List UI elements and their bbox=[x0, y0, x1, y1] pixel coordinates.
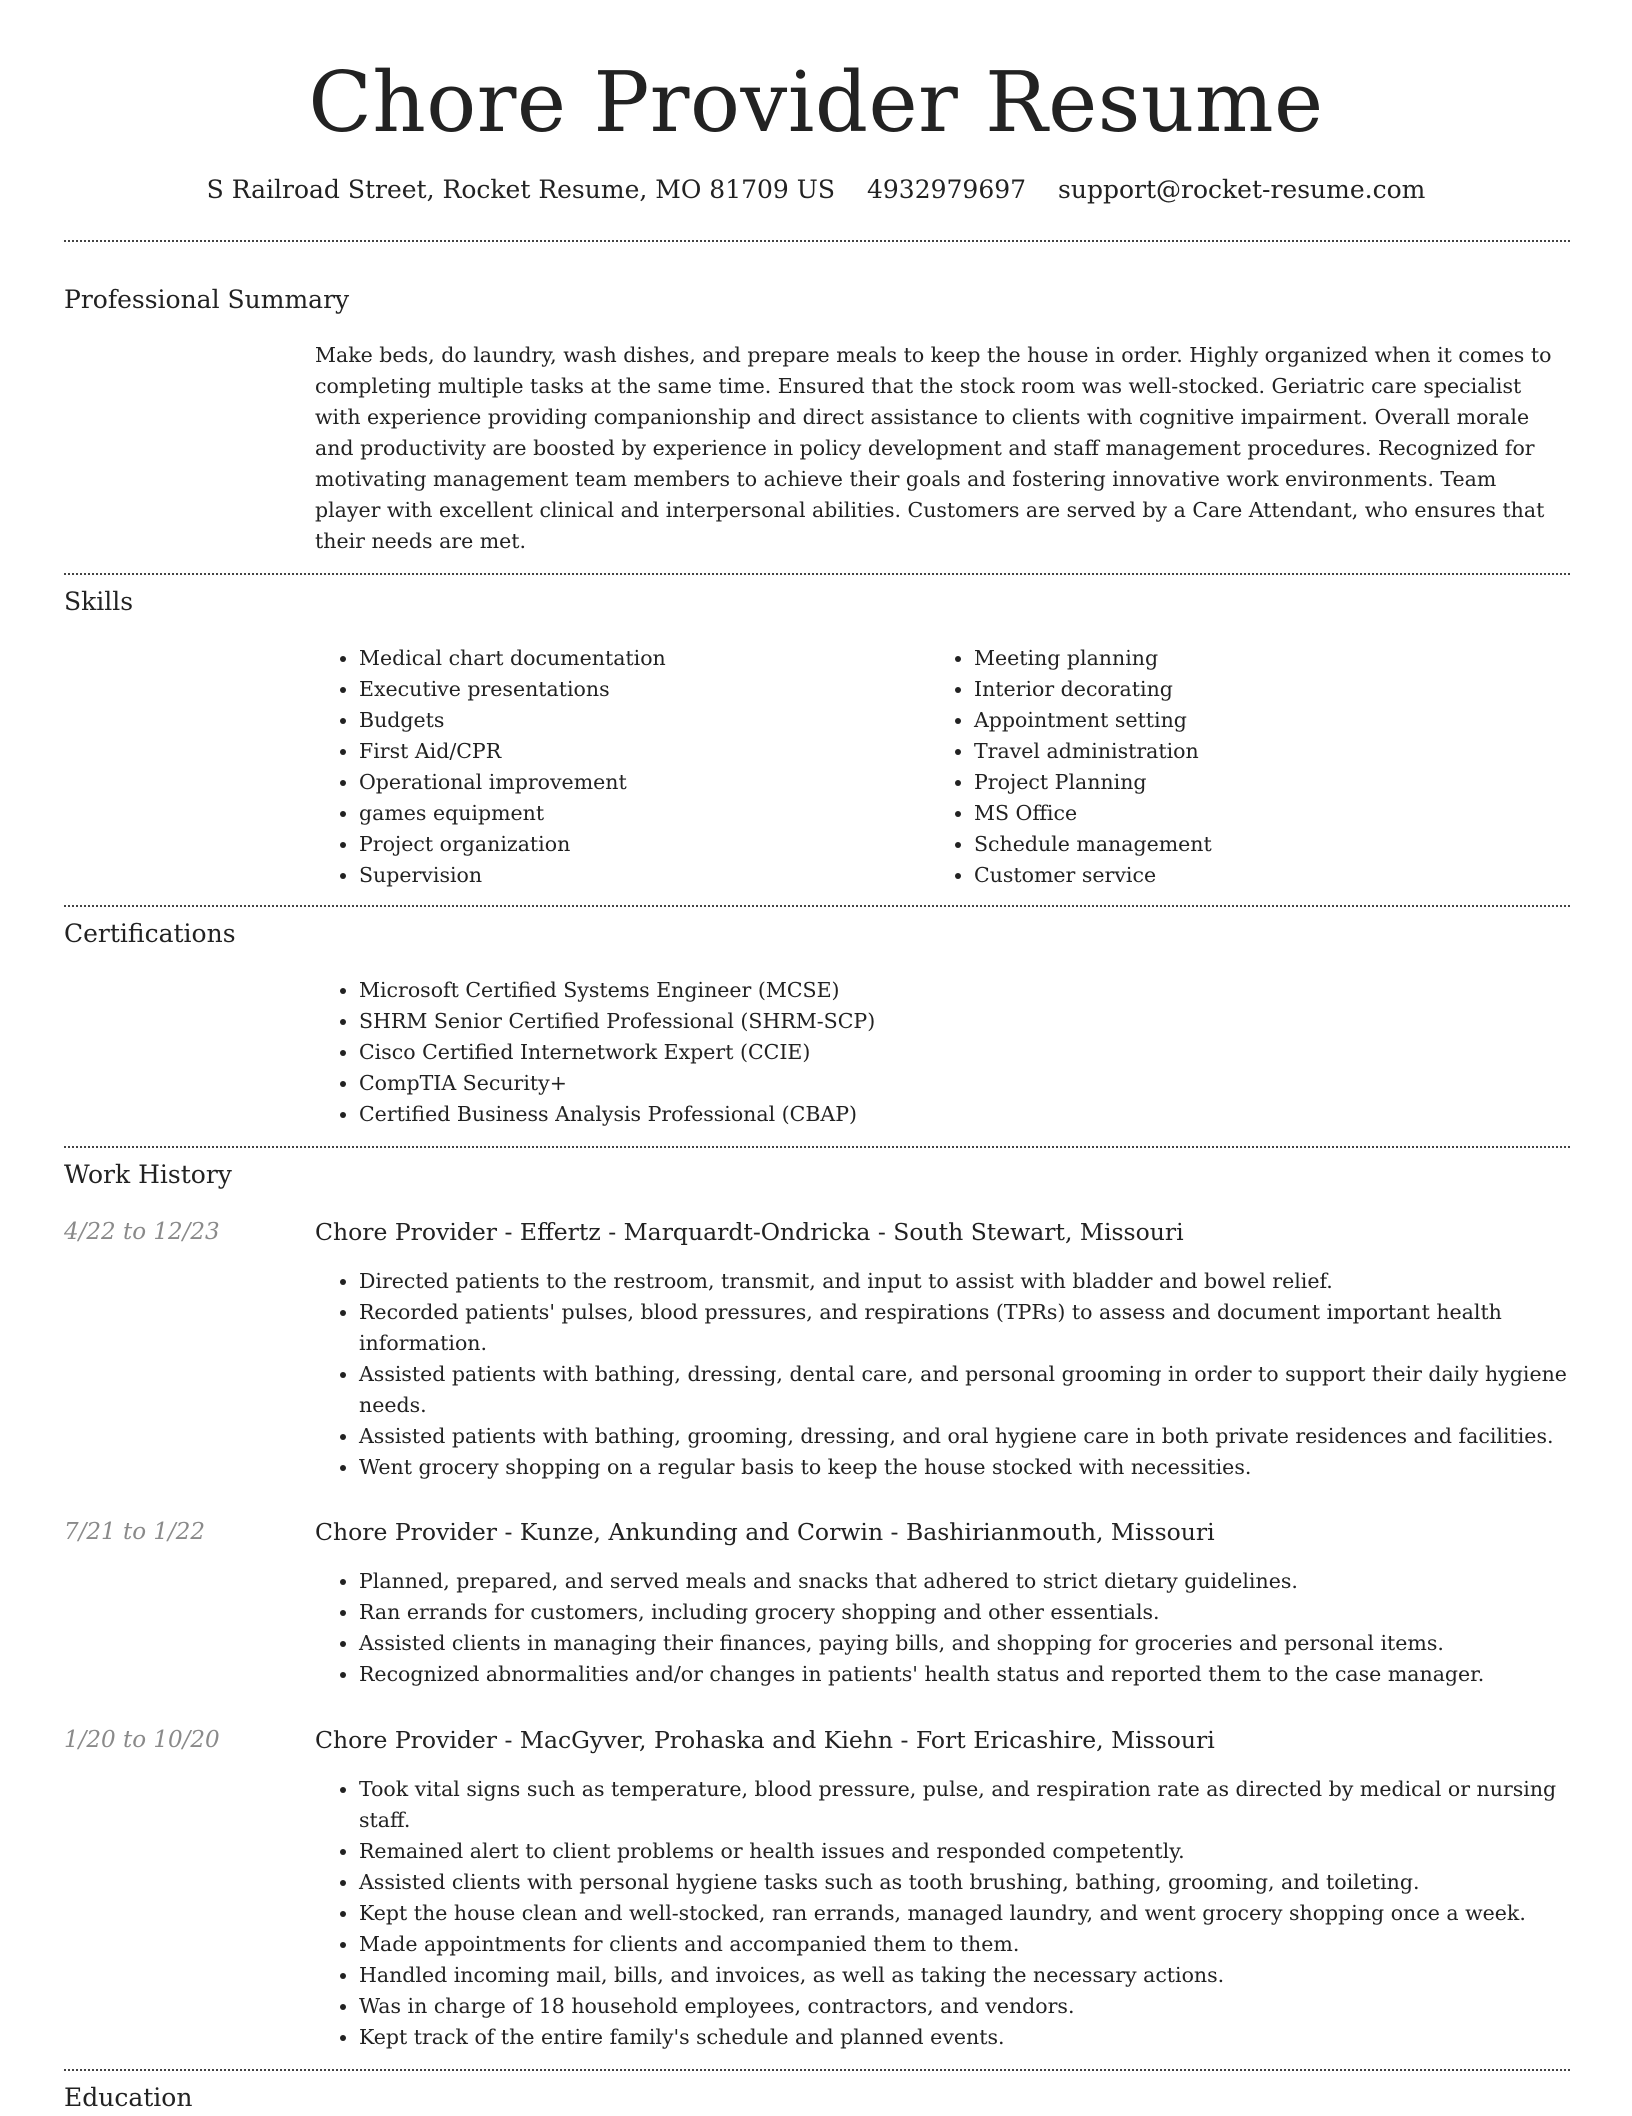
list-item: • Appointment setting bbox=[974, 705, 1534, 736]
list-item: • Planned, prepared, and served meals and snacks that adhered to strict dietary guidelines. bbox=[359, 1566, 1604, 1597]
list-item: • Handled incoming mail, bills, and invoices, as well as taking the necessary actions. bbox=[359, 1960, 1604, 1991]
list-item: • Went grocery shopping on a regular basis to keep the house stocked with necessities. bbox=[359, 1452, 1604, 1483]
list-item: • Assisted patients with bathing, dressing, dental care, and personal grooming in order to support their daily hygiene needs. bbox=[359, 1359, 1604, 1421]
list-item: • Remained alert to client problems or health issues and responded competently. bbox=[359, 1836, 1604, 1867]
list-item: • Recorded patients' pulses, blood pressures, and respirations (TPRs) to assess and document important health information. bbox=[359, 1297, 1604, 1359]
list-item: • Assisted clients in managing their finances, paying bills, and shopping for groceries and personal items. bbox=[359, 1628, 1604, 1659]
certifications-list bbox=[315, 975, 1259, 1130]
job-duties-list bbox=[315, 1266, 1604, 1483]
list-item: • CompTIA Security+ bbox=[359, 1068, 1259, 1099]
list-item: • games equipment bbox=[359, 798, 919, 829]
job-dates: 7/21 to 1/22 bbox=[64, 1519, 206, 1545]
job-title: Chore Provider - Kunze, Ankunding and Corwin - Bashirianmouth, Missouri bbox=[315, 1518, 1215, 1546]
list-item: • Meeting planning bbox=[974, 643, 1534, 674]
job-dates: 1/20 to 10/20 bbox=[64, 1727, 220, 1753]
list-item: • Directed patients to the restroom, transmit, and input to assist with bladder and bowel relief. bbox=[359, 1266, 1604, 1297]
list-item: • SHRM Senior Certified Professional (SHRM-SCP) bbox=[359, 1006, 1259, 1037]
work-history-heading: Work History bbox=[64, 1160, 232, 1189]
list-item: • Took vital signs such as temperature, blood pressure, pulse, and respiration rate as directed by medical or nursing staff. bbox=[359, 1774, 1604, 1836]
section-divider bbox=[64, 240, 1570, 242]
job-title: Chore Provider - MacGyver, Prohaska and Kiehn - Fort Ericashire, Missouri bbox=[315, 1726, 1215, 1754]
job-dates: 4/22 to 12/23 bbox=[64, 1219, 220, 1245]
section-divider bbox=[64, 905, 1570, 907]
list-item: • Supervision bbox=[359, 860, 919, 891]
contact-address: S Railroad Street, Rocket Resume, MO 81709 US bbox=[206, 175, 835, 204]
summary-heading: Professional Summary bbox=[64, 285, 350, 314]
list-item: • Interior decorating bbox=[974, 674, 1534, 705]
list-item: • Made appointments for clients and accompanied them to them. bbox=[359, 1929, 1604, 1960]
summary-text: Make beds, do laundry, wash dishes, and prepare meals to keep the house in order. Highly organized when it comes to completing multiple tasks at the same time. Ensured that the stock room was well-stocked. Geriatric care specialist with experience providing companionship and direct assistance to clients with cognitive impairment. Overall morale and productivity are boosted by experience in policy development and staff management procedures. Recognized for motivating management team members to achieve their goals and fostering innovative work environments. Team player with excellent clinical and interpersonal abilities. Customers are served by a Care Attendant, who ensures that their needs are met. bbox=[315, 343, 1552, 553]
job-duties-list bbox=[315, 1566, 1604, 1690]
contact-phone: 4932979697 bbox=[866, 175, 1027, 204]
list-item: • Budgets bbox=[359, 705, 919, 736]
job-duties-list bbox=[315, 1774, 1604, 2053]
education-heading: Education bbox=[64, 2083, 193, 2112]
skills-list-left bbox=[315, 643, 919, 891]
list-item: • First Aid/CPR bbox=[359, 736, 919, 767]
list-item: • Travel administration bbox=[974, 736, 1534, 767]
list-item: • Operational improvement bbox=[359, 767, 919, 798]
contact-email: support@rocket-resume.com bbox=[1058, 175, 1426, 204]
job-title: Chore Provider - Effertz - Marquardt-Ondricka - South Stewart, Missouri bbox=[315, 1218, 1184, 1246]
list-item: • Ran errands for customers, including grocery shopping and other essentials. bbox=[359, 1597, 1604, 1628]
list-item: • MS Office bbox=[974, 798, 1534, 829]
contact-line bbox=[0, 170, 1632, 210]
list-item: • Microsoft Certified Systems Engineer (MCSE) bbox=[359, 975, 1259, 1006]
list-item: • Kept track of the entire family's schedule and planned events. bbox=[359, 2022, 1604, 2053]
list-item: • Kept the house clean and well-stocked, ran errands, managed laundry, and went grocery shopping once a week. bbox=[359, 1898, 1604, 1929]
skills-heading: Skills bbox=[64, 587, 134, 616]
list-item: • Cisco Certified Internetwork Expert (CCIE) bbox=[359, 1037, 1259, 1068]
list-item: • Recognized abnormalities and/or changes in patients' health status and reported them to the case manager. bbox=[359, 1659, 1604, 1690]
list-item: • Customer service bbox=[974, 860, 1534, 891]
list-item: • Executive presentations bbox=[359, 674, 919, 705]
page-title: Chore Provider Resume bbox=[308, 54, 1324, 151]
section-divider bbox=[64, 573, 1570, 575]
skills-list-right bbox=[930, 643, 1534, 891]
list-item: • Certified Business Analysis Professional (CBAP) bbox=[359, 1099, 1259, 1130]
list-item: • Assisted patients with bathing, grooming, dressing, and oral hygiene care in both private residences and facilities. bbox=[359, 1421, 1604, 1452]
list-item: • Project Planning bbox=[974, 767, 1534, 798]
list-item: • Was in charge of 18 household employees, contractors, and vendors. bbox=[359, 1991, 1604, 2022]
section-divider bbox=[64, 1146, 1570, 1148]
list-item: • Assisted clients with personal hygiene tasks such as tooth brushing, bathing, grooming, and toileting. bbox=[359, 1867, 1604, 1898]
list-item: • Project organization bbox=[359, 829, 919, 860]
section-divider bbox=[64, 2069, 1570, 2071]
list-item: • Schedule management bbox=[974, 829, 1534, 860]
certifications-heading: Certifications bbox=[64, 919, 236, 948]
list-item: • Medical chart documentation bbox=[359, 643, 919, 674]
